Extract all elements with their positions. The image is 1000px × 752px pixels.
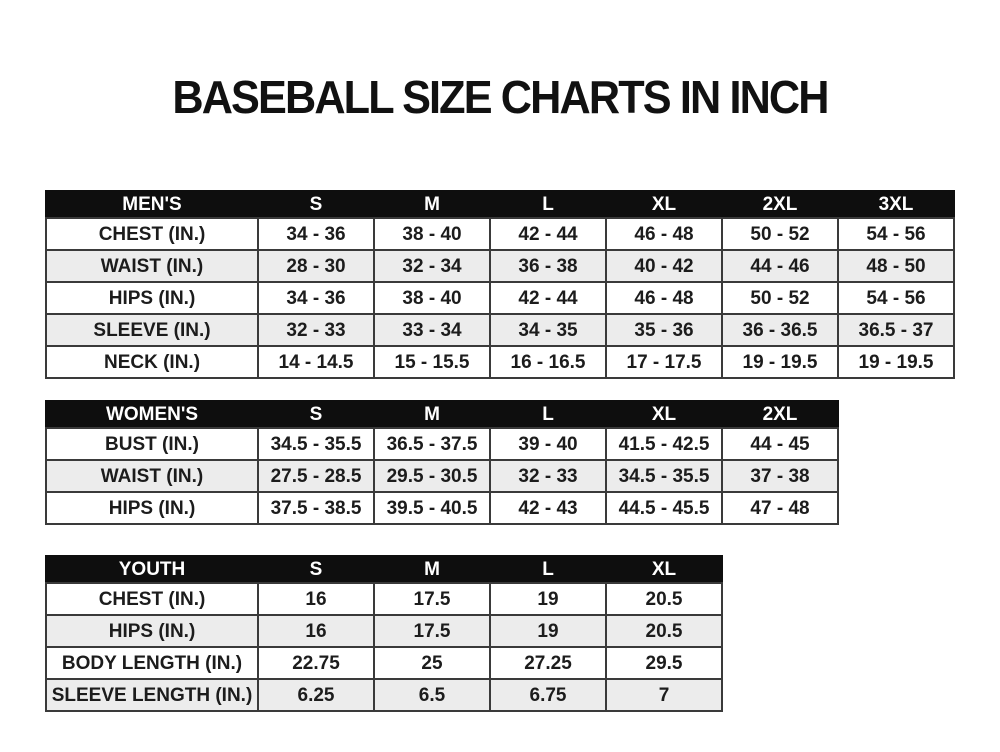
size-value: 42 - 44 bbox=[490, 282, 606, 314]
size-column-header: M bbox=[374, 401, 490, 428]
table-row bbox=[46, 583, 722, 615]
size-column-header: L bbox=[490, 191, 606, 218]
row-label: CHEST (IN.) bbox=[46, 218, 258, 250]
size-value: 42 - 43 bbox=[490, 492, 606, 524]
size-value: 19 - 19.5 bbox=[722, 346, 838, 378]
size-value: 17.5 bbox=[374, 615, 490, 647]
size-value: 46 - 48 bbox=[606, 282, 722, 314]
size-value: 36 - 38 bbox=[490, 250, 606, 282]
size-value: 28 - 30 bbox=[258, 250, 374, 282]
size-value: 29.5 bbox=[606, 647, 722, 679]
row-label: HIPS (IN.) bbox=[46, 492, 258, 524]
size-column-header: L bbox=[490, 556, 606, 583]
size-value: 34 - 36 bbox=[258, 218, 374, 250]
table-row bbox=[46, 250, 954, 282]
size-value: 48 - 50 bbox=[838, 250, 954, 282]
row-label: WAIST (IN.) bbox=[46, 460, 258, 492]
table-title-cell: WOMEN'S bbox=[46, 401, 258, 428]
row-label: WAIST (IN.) bbox=[46, 250, 258, 282]
size-value: 27.25 bbox=[490, 647, 606, 679]
header-row bbox=[46, 401, 838, 428]
size-value: 6.75 bbox=[490, 679, 606, 711]
size-value: 32 - 33 bbox=[258, 314, 374, 346]
size-column-header: L bbox=[490, 401, 606, 428]
size-value: 40 - 42 bbox=[606, 250, 722, 282]
size-value: 6.5 bbox=[374, 679, 490, 711]
size-value: 7 bbox=[606, 679, 722, 711]
size-value: 50 - 52 bbox=[722, 218, 838, 250]
size-value: 36 - 36.5 bbox=[722, 314, 838, 346]
size-column-header: M bbox=[374, 556, 490, 583]
mens-size-table bbox=[45, 190, 955, 379]
size-value: 20.5 bbox=[606, 615, 722, 647]
size-column-header: 2XL bbox=[722, 401, 838, 428]
size-value: 32 - 33 bbox=[490, 460, 606, 492]
size-value: 27.5 - 28.5 bbox=[258, 460, 374, 492]
size-value: 44.5 - 45.5 bbox=[606, 492, 722, 524]
size-value: 32 - 34 bbox=[374, 250, 490, 282]
youth-size-table bbox=[45, 555, 723, 712]
size-column-header: 2XL bbox=[722, 191, 838, 218]
size-value: 15 - 15.5 bbox=[374, 346, 490, 378]
size-value: 39.5 - 40.5 bbox=[374, 492, 490, 524]
size-value: 25 bbox=[374, 647, 490, 679]
page-title: BASEBALL SIZE CHARTS IN INCH bbox=[172, 71, 828, 123]
size-value: 36.5 - 37.5 bbox=[374, 428, 490, 460]
size-value: 16 bbox=[258, 615, 374, 647]
size-value: 29.5 - 30.5 bbox=[374, 460, 490, 492]
row-label: SLEEVE (IN.) bbox=[46, 314, 258, 346]
table-row bbox=[46, 346, 954, 378]
size-value: 37.5 - 38.5 bbox=[258, 492, 374, 524]
size-value: 16 bbox=[258, 583, 374, 615]
size-value: 33 - 34 bbox=[374, 314, 490, 346]
womens-size-table bbox=[45, 400, 839, 525]
size-value: 19 bbox=[490, 615, 606, 647]
size-column-header: M bbox=[374, 191, 490, 218]
size-column-header: XL bbox=[606, 191, 722, 218]
table-row bbox=[46, 679, 722, 711]
size-value: 44 - 46 bbox=[722, 250, 838, 282]
header-row bbox=[46, 556, 722, 583]
row-label: HIPS (IN.) bbox=[46, 282, 258, 314]
size-value: 19 bbox=[490, 583, 606, 615]
table-row bbox=[46, 492, 838, 524]
size-value: 42 - 44 bbox=[490, 218, 606, 250]
header-row bbox=[46, 191, 954, 218]
size-value: 19 - 19.5 bbox=[838, 346, 954, 378]
size-value: 34 - 35 bbox=[490, 314, 606, 346]
size-value: 41.5 - 42.5 bbox=[606, 428, 722, 460]
size-column-header: S bbox=[258, 556, 374, 583]
size-value: 22.75 bbox=[258, 647, 374, 679]
size-value: 46 - 48 bbox=[606, 218, 722, 250]
size-value: 34.5 - 35.5 bbox=[258, 428, 374, 460]
size-value: 44 - 45 bbox=[722, 428, 838, 460]
table-title-cell: MEN'S bbox=[46, 191, 258, 218]
size-value: 35 - 36 bbox=[606, 314, 722, 346]
table-row bbox=[46, 218, 954, 250]
row-label: HIPS (IN.) bbox=[46, 615, 258, 647]
size-column-header: S bbox=[258, 401, 374, 428]
table-row bbox=[46, 460, 838, 492]
row-label: SLEEVE LENGTH (IN.) bbox=[46, 679, 258, 711]
row-label: BODY LENGTH (IN.) bbox=[46, 647, 258, 679]
size-value: 47 - 48 bbox=[722, 492, 838, 524]
size-value: 6.25 bbox=[258, 679, 374, 711]
size-column-header: XL bbox=[606, 556, 722, 583]
size-value: 17 - 17.5 bbox=[606, 346, 722, 378]
size-value: 50 - 52 bbox=[722, 282, 838, 314]
size-value: 34.5 - 35.5 bbox=[606, 460, 722, 492]
size-column-header: S bbox=[258, 191, 374, 218]
row-label: BUST (IN.) bbox=[46, 428, 258, 460]
size-value: 17.5 bbox=[374, 583, 490, 615]
row-label: NECK (IN.) bbox=[46, 346, 258, 378]
row-label: CHEST (IN.) bbox=[46, 583, 258, 615]
table-row bbox=[46, 314, 954, 346]
size-column-header: 3XL bbox=[838, 191, 954, 218]
size-value: 16 - 16.5 bbox=[490, 346, 606, 378]
size-value: 14 - 14.5 bbox=[258, 346, 374, 378]
size-value: 39 - 40 bbox=[490, 428, 606, 460]
size-column-header: XL bbox=[606, 401, 722, 428]
size-value: 34 - 36 bbox=[258, 282, 374, 314]
table-row bbox=[46, 615, 722, 647]
table-title-cell: YOUTH bbox=[46, 556, 258, 583]
size-value: 37 - 38 bbox=[722, 460, 838, 492]
table-row bbox=[46, 428, 838, 460]
size-value: 20.5 bbox=[606, 583, 722, 615]
size-value: 54 - 56 bbox=[838, 218, 954, 250]
size-value: 38 - 40 bbox=[374, 218, 490, 250]
size-value: 38 - 40 bbox=[374, 282, 490, 314]
size-value: 54 - 56 bbox=[838, 282, 954, 314]
table-row bbox=[46, 282, 954, 314]
table-row bbox=[46, 647, 722, 679]
size-value: 36.5 - 37 bbox=[838, 314, 954, 346]
